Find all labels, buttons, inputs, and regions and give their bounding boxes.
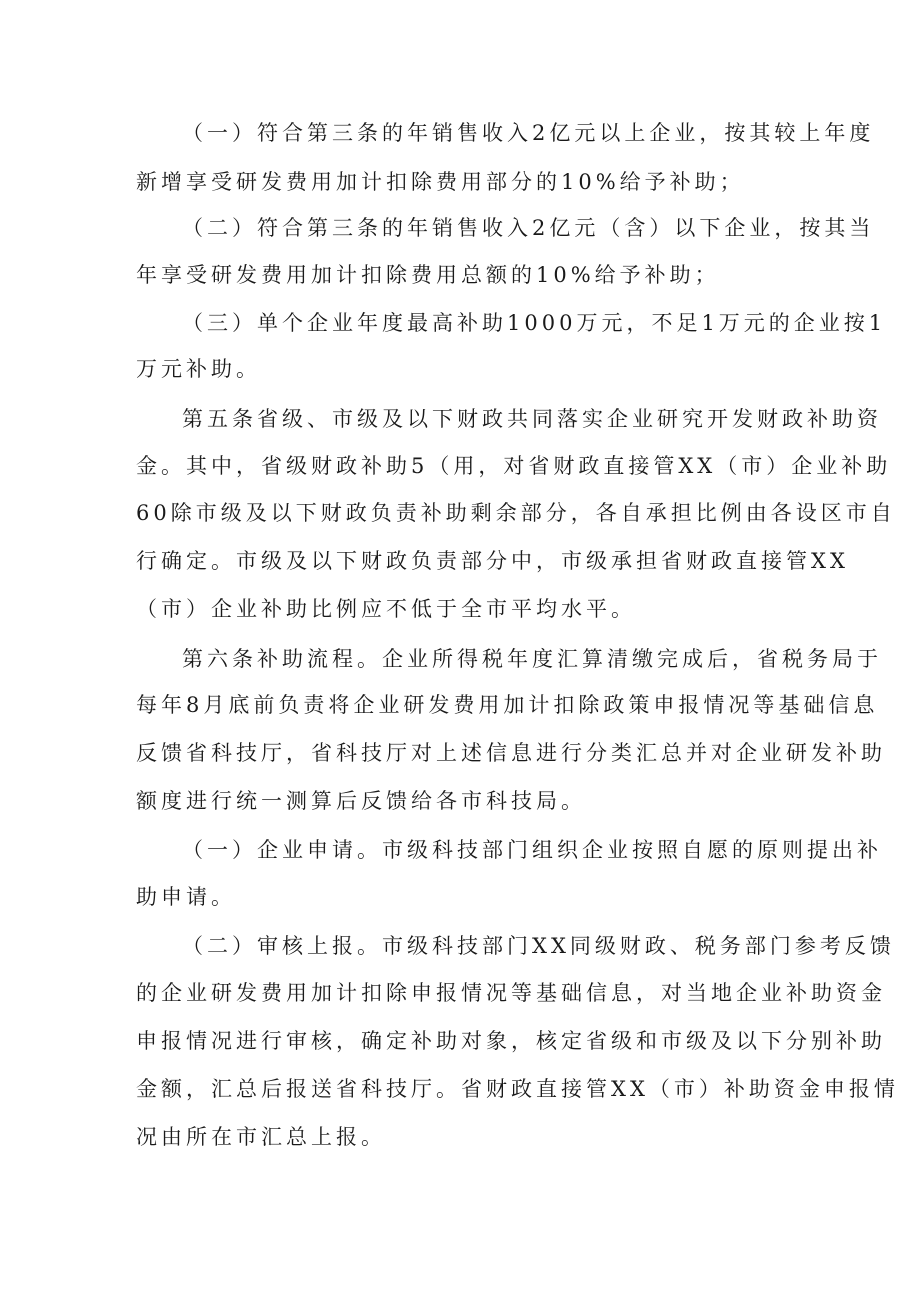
paragraph-5-line-4: 额度进行统一测算后反馈给各市科技局。 — [136, 789, 586, 813]
paragraph-6-line-1: （一）企业申请。市级科技部门组织企业按照自愿的原则提出补 — [182, 838, 882, 862]
paragraph-7-line-2: 的企业研发费用加计扣除申报情况等基础信息，对当地企业补助资金 — [136, 981, 886, 1005]
paragraph-4-line-2: 金。其中，省级财政补助5（用，对省财政直接管XX（市）企业补助 — [136, 454, 892, 478]
paragraph-3-line-1: （三）单个企业年度最高补助1000万元，不足1万元的企业按1 — [182, 311, 887, 335]
paragraph-7-line-5: 况由所在市汇总上报。 — [136, 1125, 386, 1149]
paragraph-5-line-1: 第六条补助流程。企业所得税年度汇算清缴完成后，省税务局于 — [182, 647, 882, 671]
paragraph-7-line-4: 金额，汇总后报送省科技厅。省财政直接管XX（市）补助资金申报情 — [136, 1077, 899, 1101]
paragraph-3-line-2: 万元补助。 — [136, 357, 261, 381]
paragraph-7-line-1: （二）审核上报。市级科技部门XX同级财政、税务部门参考反馈 — [182, 934, 895, 958]
paragraph-4-line-1: 第五条省级、市级及以下财政共同落实企业研究开发财政补助资 — [182, 407, 882, 431]
paragraph-4-line-4: 行确定。市级及以下财政负责部分中，市级承担省财政直接管XX — [136, 549, 849, 573]
paragraph-4-line-3: 60除市级及以下财政负责补助剩余部分，各自承担比例由各设区市自 — [136, 501, 896, 525]
paragraph-4-line-5: （市）企业补助比例应不低于全市平均水平。 — [136, 597, 636, 621]
paragraph-7-line-3: 申报情况进行审核，确定补助对象，核定省级和市级及以下分别补助 — [136, 1029, 886, 1053]
paragraph-2-line-2: 年享受研发费用加计扣除费用总额的10%给予补助； — [136, 263, 720, 287]
paragraph-2-line-1: （二）符合第三条的年销售收入2亿元（含）以下企业，按其当 — [182, 216, 875, 240]
paragraph-1-line-2: 新增享受研发费用加计扣除费用部分的10%给予补助； — [136, 170, 745, 194]
paragraph-6-line-2: 助申请。 — [136, 885, 236, 909]
paragraph-5-line-3: 反馈省科技厅，省科技厅对上述信息进行分类汇总并对企业研发补助 — [136, 741, 886, 765]
paragraph-5-line-2: 每年8月底前负责将企业研发费用加计扣除政策申报情况等基础信息 — [136, 693, 879, 717]
paragraph-1-line-1: （一）符合第三条的年销售收入2亿元以上企业，按其较上年度 — [182, 121, 875, 145]
